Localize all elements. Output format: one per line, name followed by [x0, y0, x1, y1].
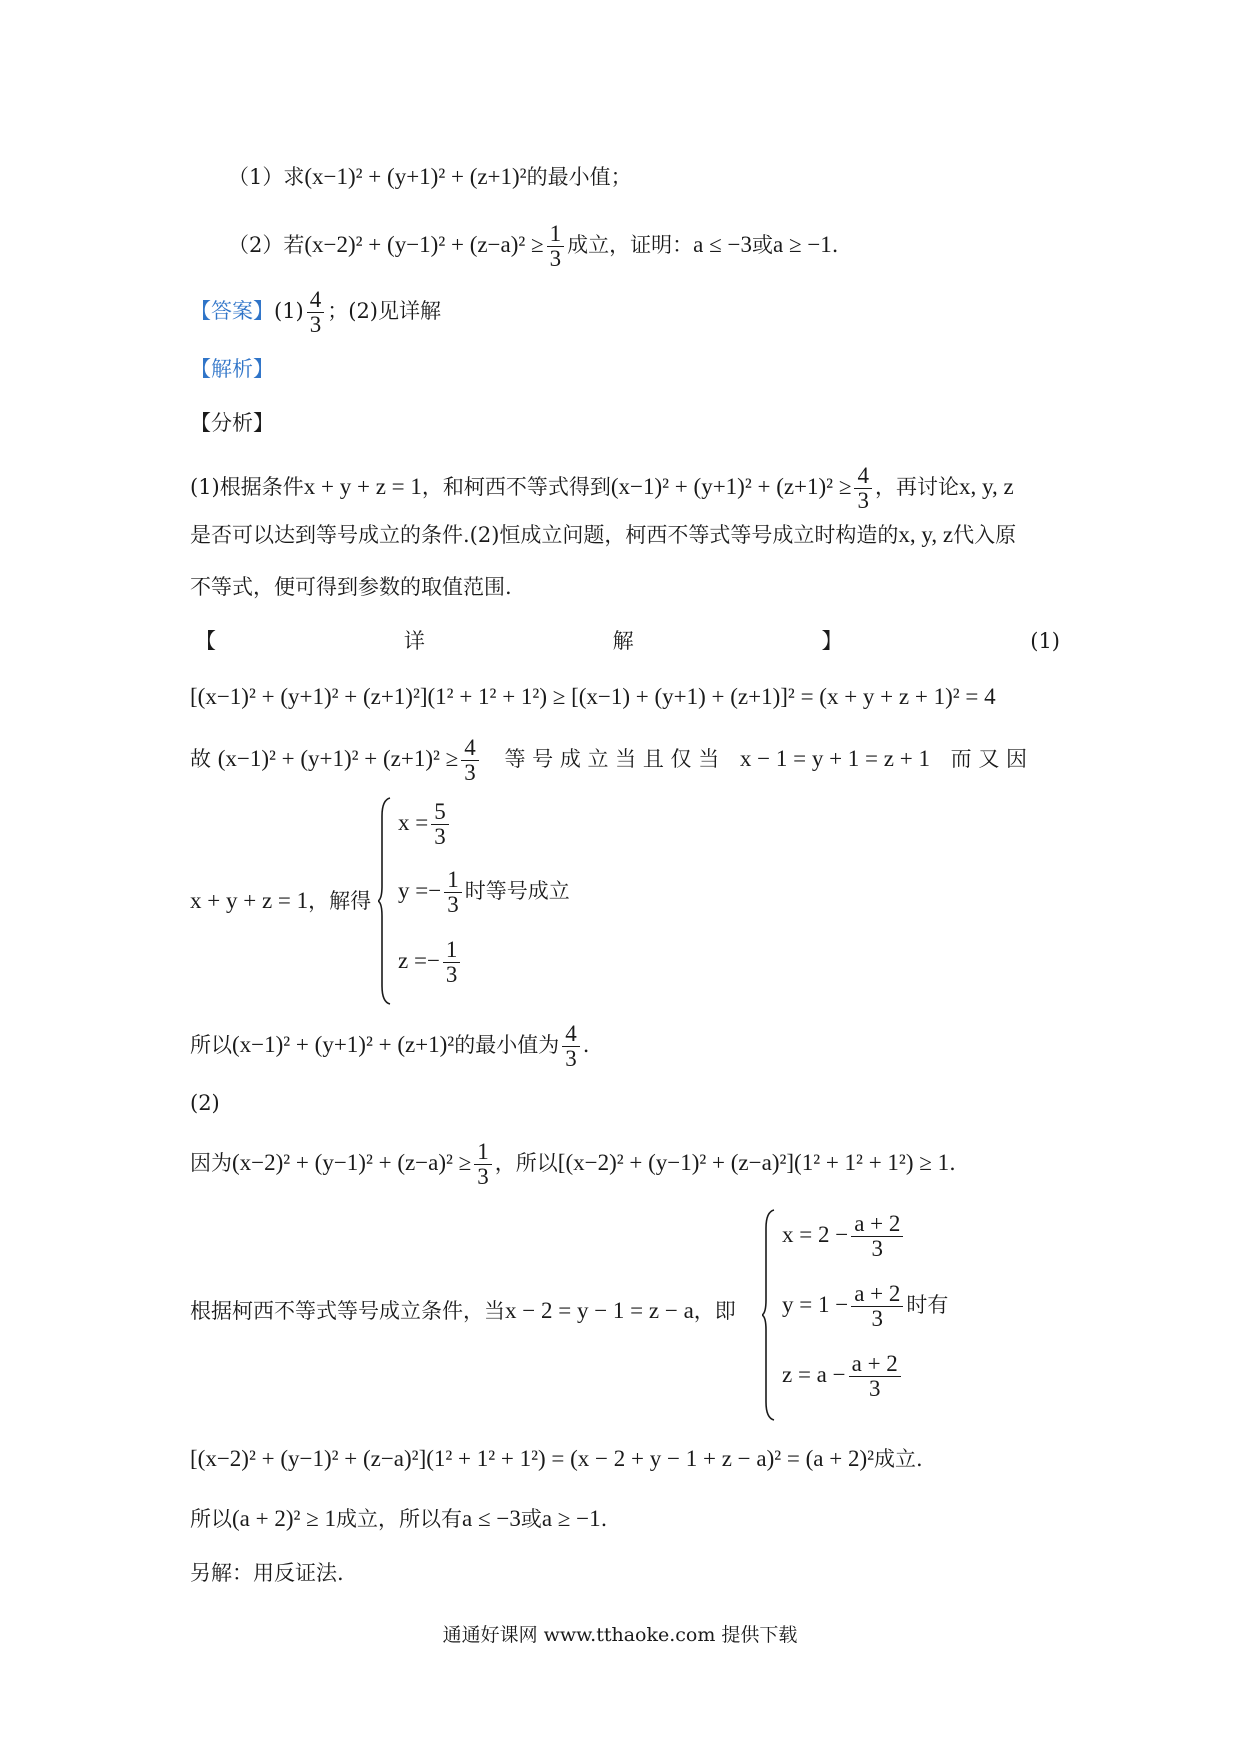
xiangjie-gu-line: 故 (x−1)² + (y+1)² + (z+1)² ≥ $\frac{4}{3}$ 等 号 成 立 当 且 仅 当 x − 1 = y + 1 = z + 1 而 又 因 — [190, 735, 1028, 786]
system2-row-z: z = a − $\frac{a + 2}{3}$ — [782, 1352, 904, 1401]
alternative-solution: 另解：用反证法. — [190, 1561, 344, 1585]
system-row-z: z =− $\frac{1}{3}$ — [398, 938, 463, 987]
part2-label: (2) — [190, 1091, 220, 1115]
fenxi-heading: 【分析】 — [190, 411, 274, 435]
left-brace-icon — [378, 796, 392, 1006]
fenxi-line-3: 不等式，便可得到参数的取值范围. — [190, 575, 512, 599]
xiangjie-eq1: [(x−1)² + (y+1)² + (z+1)²](1² + 1² + 1²) ≥ [(x−1) + (y+1) + (z+1)]² = (x + y + z + 1)² = 4 — [190, 684, 996, 709]
gu-fraction: $\frac{4}{3}$ — [461, 736, 479, 785]
system2-row-y: y = 1 − $\frac{a + 2}{3}$ 时有 — [782, 1281, 949, 1332]
min-fraction: $\frac{4}{3}$ — [562, 1022, 580, 1071]
solve-line: x + y + z = 1，解得 — [190, 888, 372, 913]
min-value-line: 所以(x−1)² + (y+1)² + (z+1)²的最小值为 $\frac{4}{3}$ . — [190, 1021, 590, 1072]
left-brace-icon — [762, 1208, 776, 1422]
fenxi-line-2: 是否可以达到等号成立的条件.(2)恒成立问题，柯西不等式等号成立时构造的x, y, z代入原 — [190, 522, 1017, 547]
jiexi-heading: 【解析】 — [190, 357, 274, 381]
system-row-x: x = $\frac{5}{3}$ — [398, 800, 452, 849]
answer-fraction: $\frac{4}{3}$ — [307, 288, 325, 337]
solution-system-2 — [762, 1208, 1022, 1422]
part2-equality-line: [(x−2)² + (y−1)² + (z−a)²](1² + 1² + 1²) = (x − 2 + y − 1 + z − a)² = (a + 2)²成立. — [190, 1446, 923, 1471]
xiangjie-heading: 【 详 解 】 (1) — [195, 629, 1060, 653]
part2-fraction: $\frac{1}{3}$ — [474, 1140, 492, 1189]
answer-tag: 【答案】 — [190, 299, 274, 324]
fraction-1-3: $\frac{1}{3}$ — [547, 222, 565, 271]
part2-conclusion: 所以(a + 2)² ≥ 1成立，所以有a ≤ −3或a ≥ −1. — [190, 1506, 608, 1531]
answer-line: 【答案】(1) $\frac{4}{3}$ ；(2)见详解 — [190, 287, 441, 338]
fenxi-line-1: (1)根据条件x + y + z = 1，和柯西不等式得到(x−1)² + (y+1)² + (z+1)² ≥ $\frac{4}{3}$ ，再讨论x, y, z — [190, 463, 1014, 514]
question-2: （2）若(x−2)² + (y−1)² + (z−a)² ≥ $\frac{1}{3}$ 成立，证明：a ≤ −3或a ≥ −1. — [228, 221, 839, 272]
footer-watermark: 通通好课网 www.tthaoke.com 提供下载 — [442, 1624, 798, 1646]
system2-row-x: x = 2 − $\frac{a + 2}{3}$ — [782, 1212, 906, 1261]
part2-line-1: 因为(x−2)² + (y−1)² + (z−a)² ≥ $\frac{1}{3}$ ，所以[(x−2)² + (y−1)² + (z−a)²](1² + 1² + 1²) ≥ 1. — [190, 1139, 956, 1190]
fenxi-fraction: $\frac{4}{3}$ — [854, 464, 872, 513]
solution-system-1 — [378, 796, 678, 1006]
question-1: （1）求(x−1)² + (y+1)² + (z+1)²的最小值； — [228, 164, 632, 189]
system-row-y: y =− $\frac{1}{3}$ 时等号成立 — [398, 867, 570, 918]
part2-condition-line: 根据柯西不等式等号成立条件，当x − 2 = y − 1 = z − a，即 — [190, 1298, 736, 1323]
